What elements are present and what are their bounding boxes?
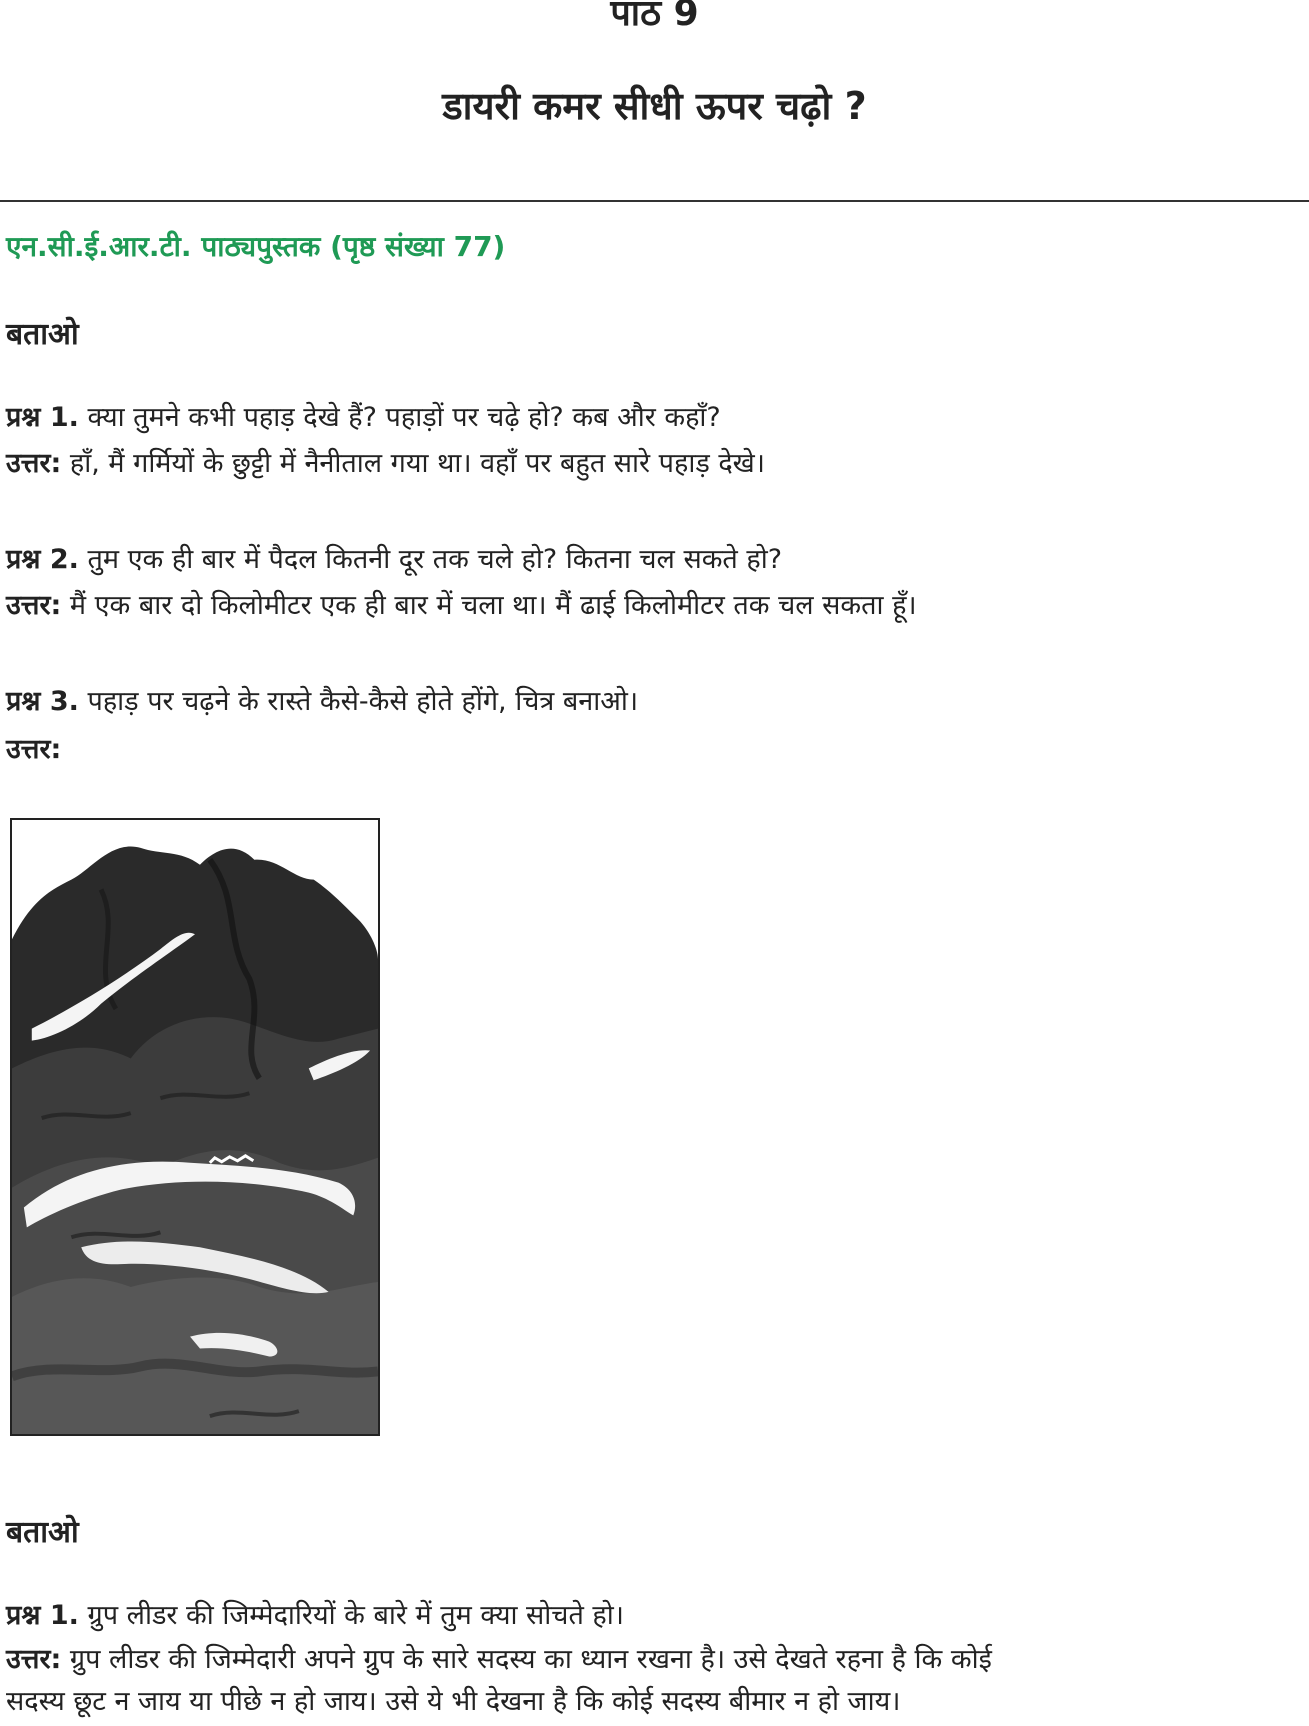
question-text: ग्रुप लीडर की जिम्मेदारियों के बारे में तुम क्या सोचते हो। xyxy=(87,1600,624,1631)
question-label: प्रश्न 1. xyxy=(6,1600,79,1631)
question-1 xyxy=(6,1594,624,1638)
section-heading: बताओ xyxy=(6,1515,79,1550)
answer-2 xyxy=(6,584,917,628)
mountain-drawing xyxy=(12,820,378,1434)
question-text: क्या तुमने कभी पहाड़ देखे हैं? पहाड़ों पर चढ़े हो? कब और कहाँ? xyxy=(87,402,721,433)
question-1 xyxy=(6,396,721,440)
mountain-road-illustration xyxy=(10,818,380,1436)
answer-label: उत्तर: xyxy=(6,1644,62,1675)
textbook-source: एन.सी.ई.आर.टी. पाठ्यपुस्तक (पृष्ठ संख्या 77) xyxy=(6,230,506,263)
question-label: प्रश्न 3. xyxy=(6,686,79,717)
lesson-number: पाठ 9 xyxy=(610,0,699,34)
answer-1 xyxy=(6,1638,992,1682)
answer-text: हाँ, मैं गर्मियों के छुट्टी में नैनीताल गया था। वहाँ पर बहुत सारे पहाड़ देखे। xyxy=(69,448,766,479)
header-divider xyxy=(0,200,1309,202)
section-heading: बताओ xyxy=(6,317,79,352)
answer-label: उत्तर: xyxy=(6,448,62,479)
lesson-title: डायरी कमर सीधी ऊपर चढ़ो ? xyxy=(442,84,867,128)
question-text: तुम एक ही बार में पैदल कितनी दूर तक चले हो? कितना चल सकते हो? xyxy=(87,544,783,575)
question-text: पहाड़ पर चढ़ने के रास्ते कैसे-कैसे होते होंगे, चित्र बनाओ। xyxy=(87,686,639,717)
question-2 xyxy=(6,538,782,582)
answer-text: मैं एक बार दो किलोमीटर एक ही बार में चला था। मैं ढाई किलोमीटर तक चल सकता हूँ। xyxy=(69,590,917,621)
question-3 xyxy=(6,680,638,724)
answer-text: ग्रुप लीडर की जिम्मेदारी अपने ग्रुप के सारे सदस्य का ध्यान रखना है। उसे देखते रहना है कि कोई xyxy=(69,1644,992,1675)
answer-3 xyxy=(6,728,61,772)
answer-1 xyxy=(6,442,765,486)
answer-1-continued xyxy=(6,1680,900,1724)
question-label: प्रश्न 1. xyxy=(6,402,79,433)
answer-label: उत्तर: xyxy=(6,590,62,621)
question-label: प्रश्न 2. xyxy=(6,544,79,575)
answer-label: उत्तर: xyxy=(6,734,62,765)
answer-text: सदस्य छूट न जाय या पीछे न हो जाय। उसे ये भी देखना है कि कोई सदस्य बीमार न हो जाय। xyxy=(6,1686,901,1717)
